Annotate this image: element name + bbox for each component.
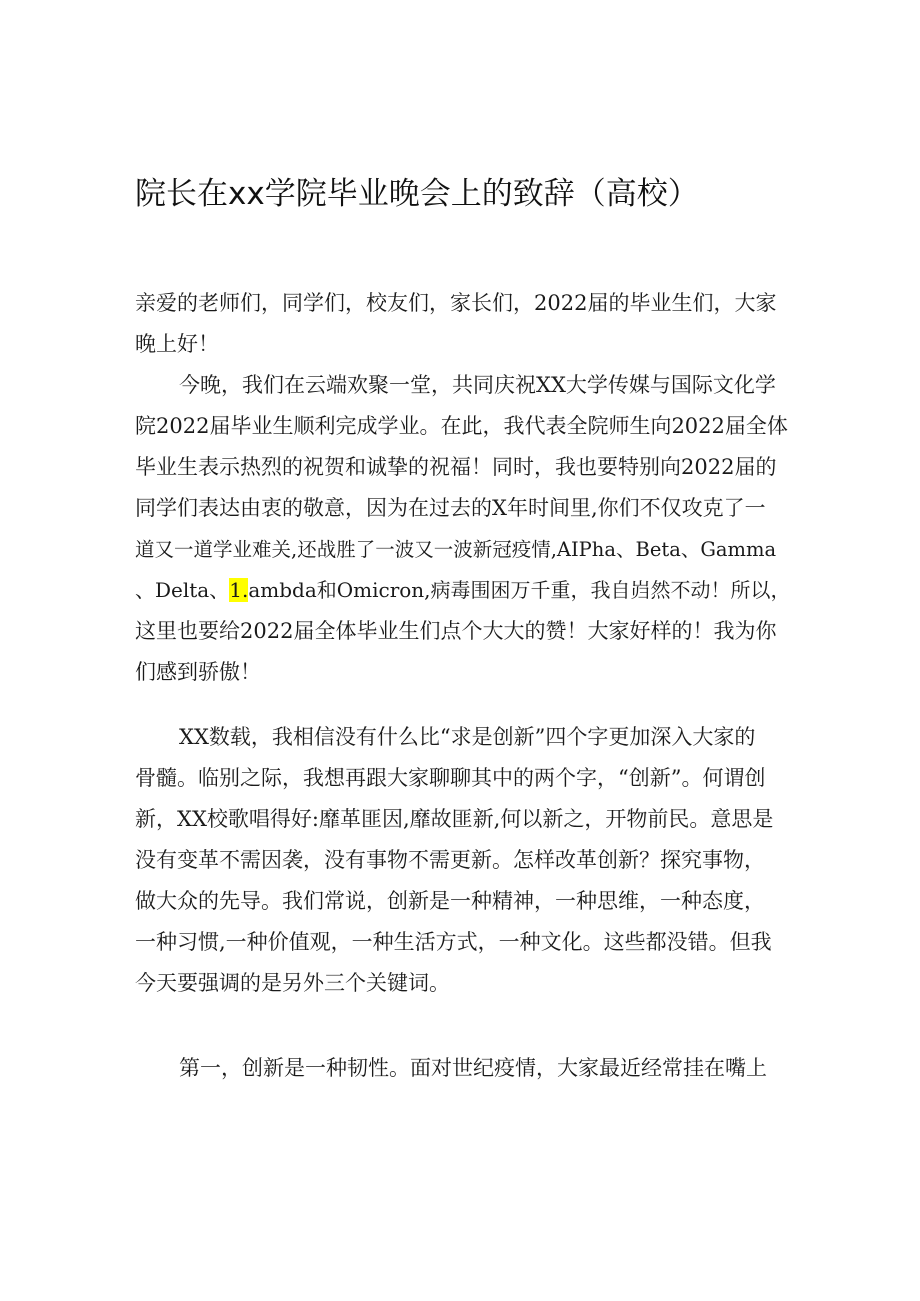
paragraph-2	[135, 717, 791, 1004]
text-line: 今晚，我们在云端欢聚一堂，共同庆祝XX大学传媒与国际文化学	[179, 373, 776, 397]
document-title: 院长在xx学院毕业晚会上的致辞（高校）	[135, 176, 699, 212]
text-line-with-highlight	[135, 570, 791, 611]
text-line: 毕业生表示热烈的祝贺和诚挚的祝福！同时，我也要特别向2022届的	[135, 455, 777, 479]
text-line: 第一，创新是一种韧性。面对世纪疫情，大家最近经常挂在嘴上	[179, 1056, 767, 1080]
text-line: 道又一道学业难关,还战胜了一波又一波新冠疫情,AIPha、Beta、Gamma	[135, 538, 777, 561]
text-line: 没有变革不需因袭，没有事物不需更新。怎样改革创新？探究事物，	[135, 848, 765, 872]
text-line: 这里也要给2022届全体毕业生们点个大大的赞！大家好样的！我为你	[135, 619, 777, 643]
text-segment: ambda和Omicron,病毒围困万千重，我自岿然不动！所以，	[248, 578, 791, 602]
text-line: 今天要强调的是另外三个关键词。	[135, 971, 450, 995]
text-line: 亲爱的老师们，同学们，校友们，家长们，2022届的毕业生们，大家	[135, 291, 777, 315]
text-segment: 、Delta、	[135, 578, 230, 602]
text-line: 做大众的先导。我们常说，创新是一种精神，一种思维，一种态度，	[135, 889, 765, 913]
text-line: XX数载，我相信没有什么比“求是创新”四个字更加深入大家的	[179, 725, 756, 749]
highlighted-text: 1.	[229, 578, 249, 602]
paragraph-1	[135, 365, 791, 693]
text-line: 晚上好！	[135, 332, 219, 356]
text-line: 院2022届毕业生顺利完成学业。在此，我代表全院师生向2022届全体	[135, 414, 788, 438]
text-line: 同学们表达由衷的敬意，因为在过去的X年时间里,你们不仅攻克了一	[135, 496, 766, 520]
text-line: 新，XX校歌唱得好:靡革匪因,靡故匪新,何以新之，开物前民。意思是	[135, 807, 774, 831]
text-line: 们感到骄傲！	[135, 660, 261, 684]
greeting-paragraph	[135, 283, 791, 365]
text-line: 一种习惯,一种价值观，一种生活方式，一种文化。这些都没错。但我	[135, 930, 772, 954]
paragraph-3	[135, 1048, 791, 1089]
text-line: 骨髓。临别之际，我想再跟大家聊聊其中的两个字，“创新”。何谓创	[135, 766, 766, 790]
